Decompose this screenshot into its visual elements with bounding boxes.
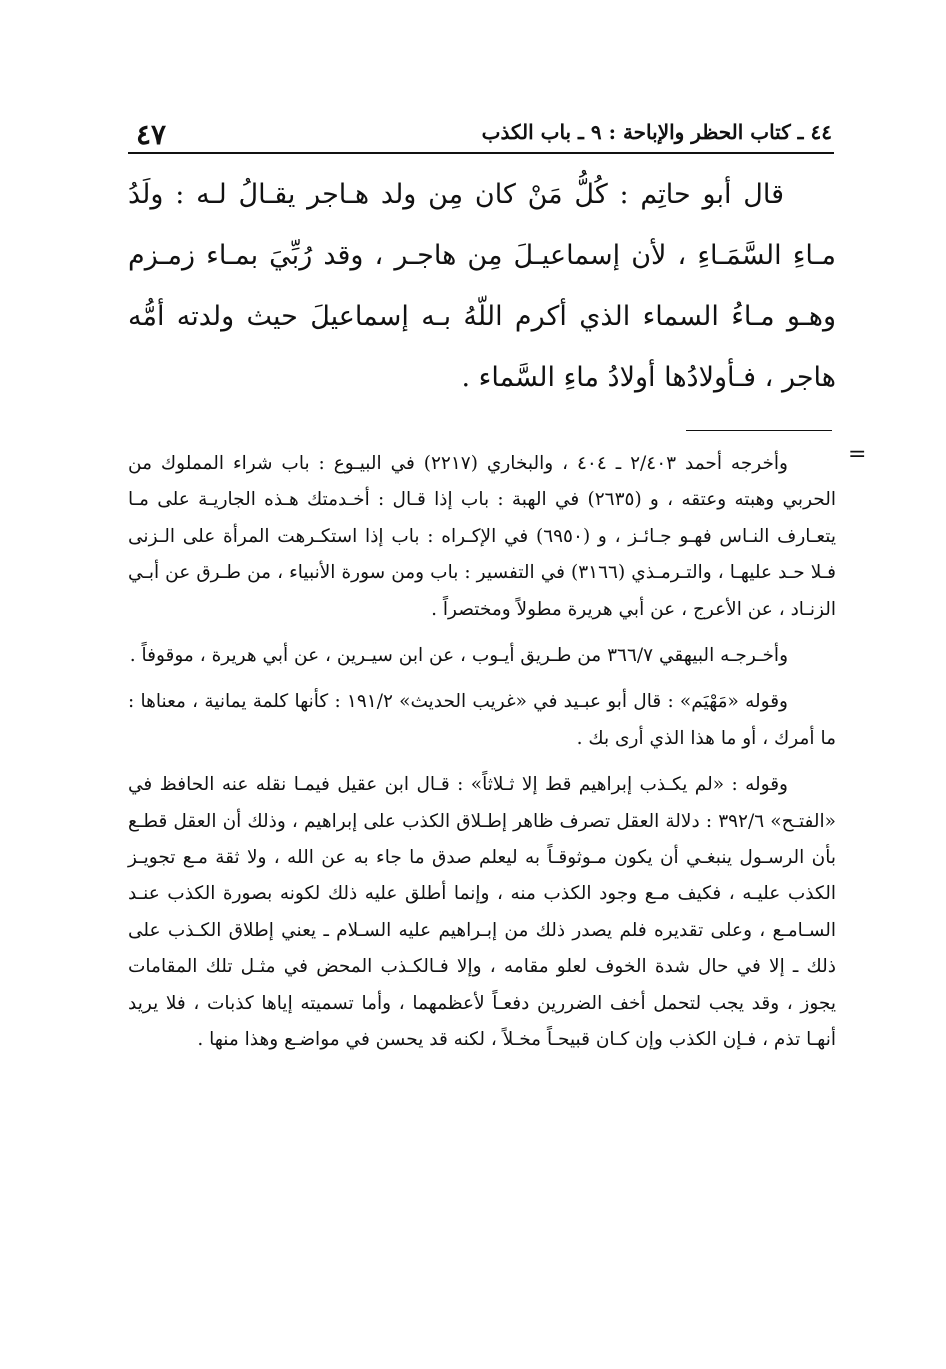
footnotes (128, 446, 836, 1059)
footnote-continuation-marker: = (848, 442, 867, 467)
footnote-paragraph: وقوله : «لم يكـذب إبراهيم قط إلا ثـلاثاً» : قـال ابن عقيل فيمـا نقله عنه الحافظ في «الفتـح» ٣٩٢/٦ : دلالة العقل تصرف ظاهر إطـلاق الكذب على إبراهيم ، وذلك أن العقل قطـع بأن الرسـول ينبغـي أن يكون مـوثوقـاً به ليعلم صدق ما جاء به عن الله ، ولا ثقة مـع تجويـز الكذب عليـه ، فكيف مـع وجود الكذب منه ، وإنما أطلق عليه ذلك لكونه بصورة الكذب عنـد السـامـع ، وعلى تقديره فلم يصدر ذلك من إبـراهيم عليه السـلام ـ يعني إطلاق الكـذب على ذلك ـ إلا في حال شدة الخوف لعلو مقامه ، وإلا فـالكـذب المحض في مثـل تلك المقامات يجوز ، وقد يجب لتحمل أخف الضررين دفعـاً لأعظمهما ، وأما تسميته إياها كذبات ، فلا يريد أنهـا تذم ، فـإن الكذب وإن كـان قبيحـاً مخـلاً ، لكنه قد يحسن في مواضـع وهذا منها . (128, 774, 836, 1051)
main-text (128, 164, 836, 408)
footnote-paragraph: وقوله «مَهْيَم» : قال أبو عبـيد في «غريب الحديث» ١٩١/٢ : كأنها كلمة يمانية ، معناها : ما أمرك ، أو ما هذا الذي أرى بك . (128, 691, 836, 749)
running-title: ٤٤ ـ كتاب الحظر والإباحة : ٩ ـ باب الكذب (481, 120, 832, 144)
page-number: ٤٧ (136, 118, 167, 151)
footnote-paragraph: وأخـرجـه البيهقي ٣٦٦/٧ من طـريق أيـوب ، عن ابن سيـرين ، عن أبي هريرة ، موقوفاً . (129, 645, 788, 667)
footnote-separator (686, 430, 832, 431)
footnote-paragraph: وأخرجه أحمد ٢/٤٠٣ ـ ٤٠٤ ، والبخاري (٢٢١٧) في البيـوع : باب شراء المملوك من الحربي وهبته وعتقه ، و (٢٦٣٥) في الهبة : باب إذا قـال : أخـدمتك هـذه الجاريـة على مـا يتعـارف النـاس فهـو جـائـز ، و (٦٩٥٠) في الإكـراه : باب إذا استكـرهت المرأة على الـزنى فـلا حـد عليهـا ، والتـرمـذي (٣١٦٦) في التفسير : باب ومن سورة الأنبياء ، من طـرق عن أبـي الزنـاد ، عن الأعرج ، عن أبي هريرة مطولاً ومختصراً . (128, 453, 837, 620)
page-header (128, 112, 834, 154)
main-paragraph: قال أبو حاتِم : كُلُّ مَنْ كان مِن ولد هـاجر يقـالُ لـه : ولَدُ مـاءِ السَّمَـاءِ ، لأن إسماعيـلَ مِن هاجـر ، وقد رُبِّيَ بمـاء زمـزم وهـو مـاءُ السماء الذي أكرم اللّهُ بـه إسماعيلَ حيث ولدته أمُّه هاجر ، فـأولادُها أولادُ ماءِ السَّماء . (128, 179, 836, 393)
